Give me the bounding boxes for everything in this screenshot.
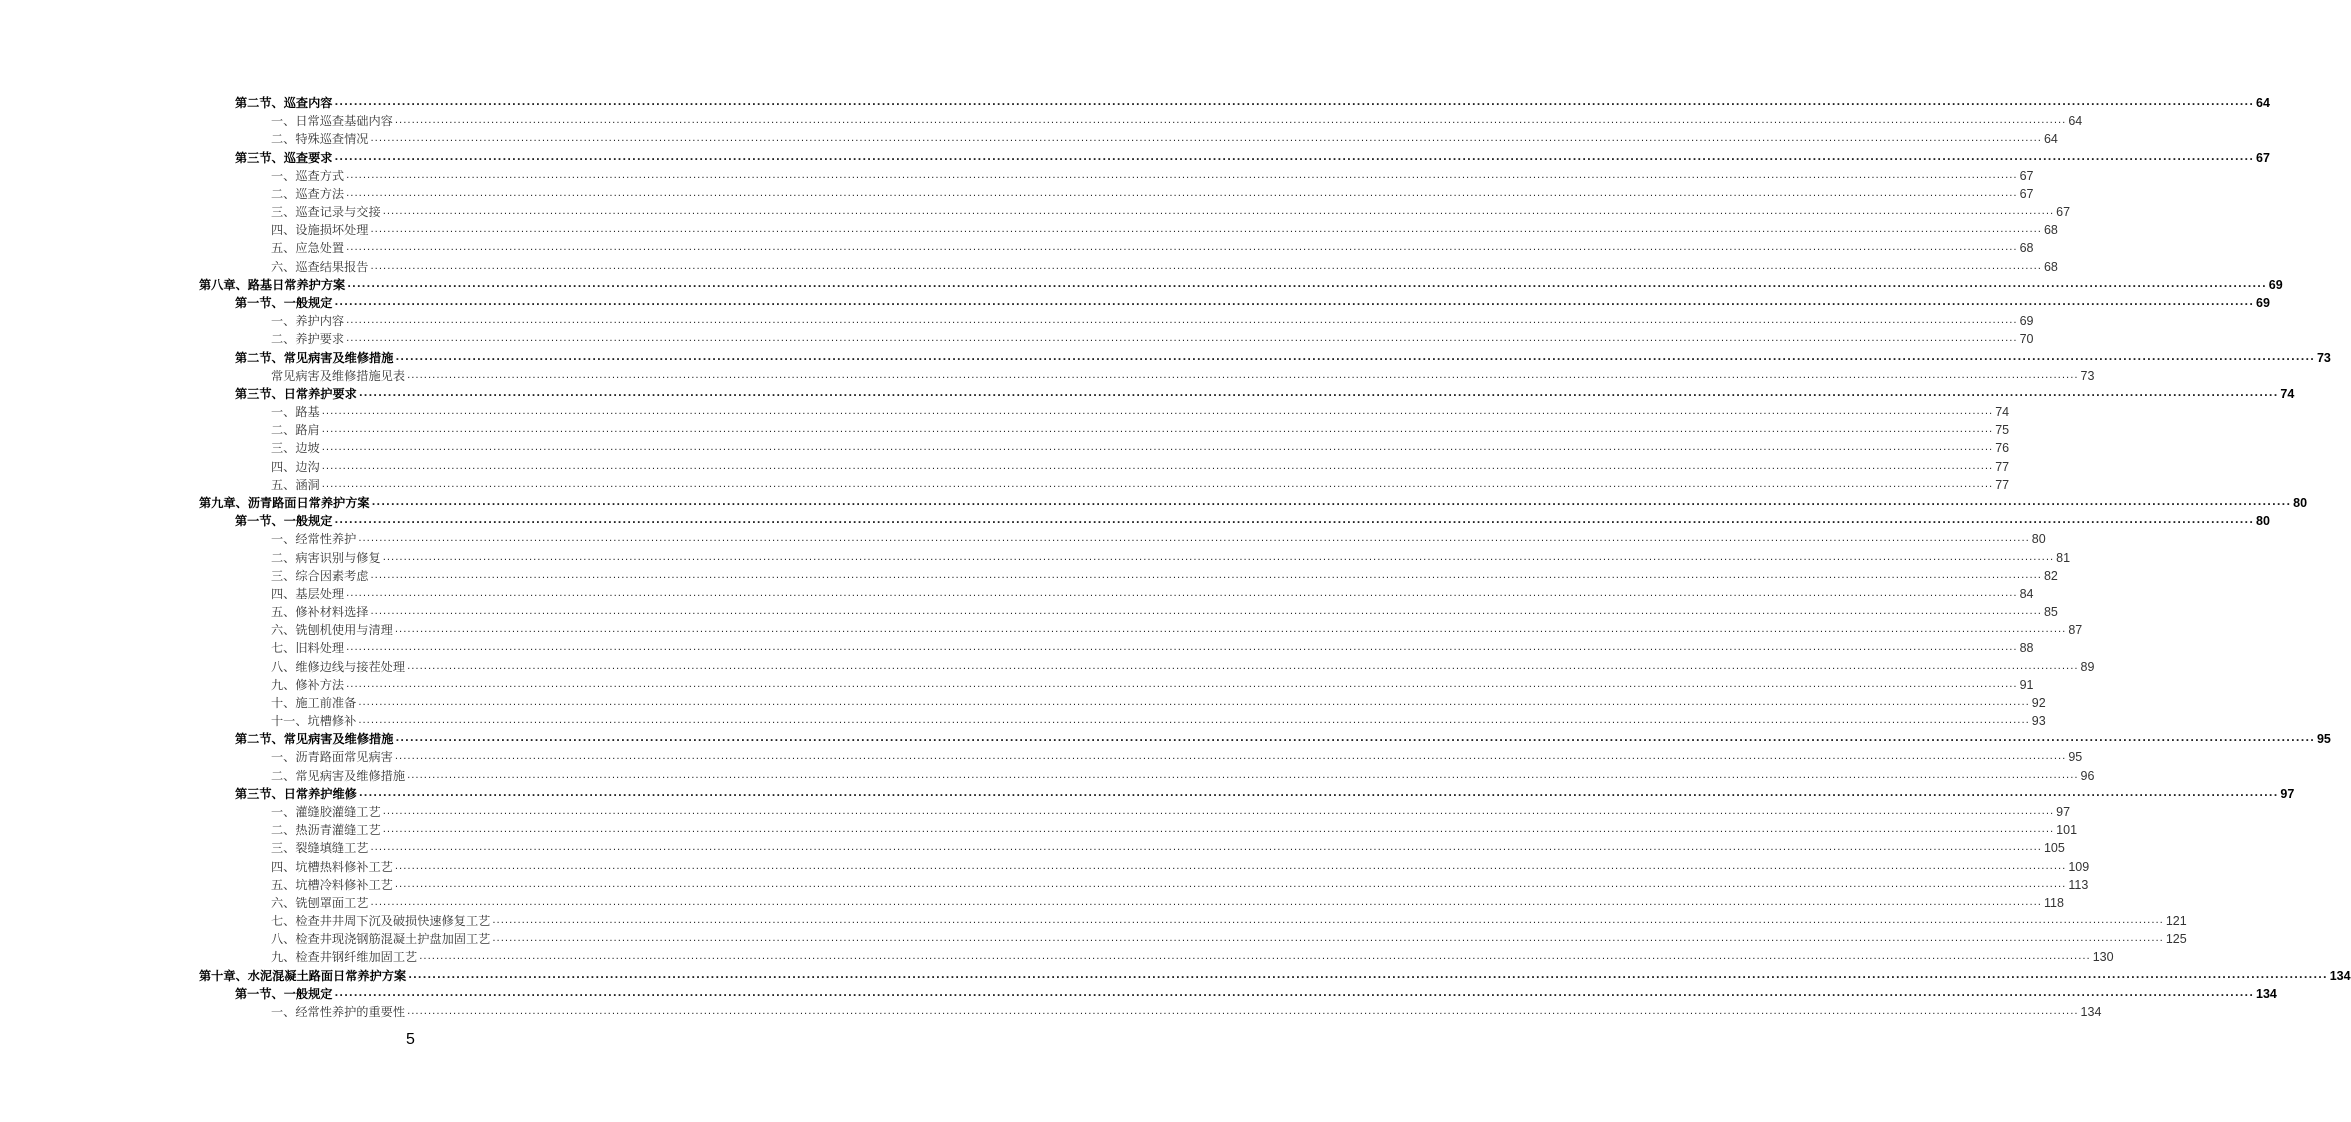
toc-entry-title: 五、应急处置 — [271, 241, 345, 256]
toc-entry-title: 第九章、沥青路面日常养护方案 — [199, 495, 370, 510]
toc-entry-title: 六、巡查结果报告 — [271, 259, 369, 274]
toc-entry-page: 80 — [2256, 514, 2270, 529]
toc-entry-title: 第二节、常见病害及维修措施 — [235, 350, 394, 365]
toc-entry-title: 二、巡查方法 — [271, 186, 345, 201]
toc-subsection-entry[interactable] — [271, 567, 2058, 585]
toc-entry-title: 四、设施损坏处理 — [271, 223, 369, 238]
toc-entry-title: 第一节、一般规定 — [235, 295, 333, 310]
toc-entry-page: 64 — [2043, 132, 2058, 147]
toc-subsection-entry[interactable] — [271, 130, 2058, 148]
toc-subsection-entry[interactable] — [271, 658, 2095, 676]
toc-entry-page: 118 — [2043, 895, 2064, 910]
toc-entry-page: 134 — [2256, 986, 2277, 1001]
toc-entry-page: 67 — [2256, 150, 2270, 165]
toc-entry-page: 68 — [2043, 259, 2058, 274]
toc-entry-page: 130 — [2092, 950, 2114, 965]
toc-subsection-entry[interactable] — [271, 476, 2010, 494]
dot-leader: ................................................................................................................................................................................................................................................................................................................................................................................................................ — [370, 606, 2042, 618]
toc-subsection-entry[interactable] — [271, 821, 2078, 839]
toc-entry-title: 第一节、一般规定 — [235, 514, 333, 529]
toc-entry-page: 82 — [2043, 568, 2058, 583]
toc-entry-page: 80 — [2293, 495, 2308, 510]
toc-entry-page: 80 — [2031, 532, 2046, 547]
toc-entry-title: 二、病害识别与修复 — [271, 550, 381, 565]
toc-entry-title: 一、巡查方式 — [271, 168, 345, 183]
dot-leader: ................................................................................................................................................................................................................................................................................................................................................................................................................ — [346, 187, 2018, 199]
dot-leader: ................................................................................................................................................................................................................................................................................................................................................................................................................ — [334, 987, 2255, 999]
toc-entry-title: 一、养护内容 — [271, 314, 345, 329]
toc-entry-page: 69 — [2019, 314, 2034, 329]
toc-section-entry[interactable] — [235, 149, 2270, 167]
toc-entry-page: 69 — [2268, 277, 2283, 292]
toc-subsection-entry[interactable] — [271, 930, 2187, 948]
toc-entry-page: 134 — [2329, 968, 2351, 983]
toc-entry-page: 92 — [2031, 695, 2046, 710]
toc-subsection-entry[interactable] — [271, 767, 2095, 785]
toc-entry-page: 97 — [2056, 805, 2071, 820]
toc-entry-title: 四、坑槽热料修补工艺 — [271, 859, 393, 874]
toc-entry-page: 70 — [2019, 332, 2034, 347]
toc-entry-title: 一、经常性养护 — [271, 532, 357, 547]
dot-leader: ................................................................................................................................................................................................................................................................................................................................................................................................................ — [382, 206, 2055, 218]
toc-entry-page: 73 — [2316, 350, 2331, 365]
toc-subsection-entry[interactable] — [271, 421, 2010, 439]
toc-subsection-entry[interactable] — [271, 639, 2034, 657]
toc-entry-title: 一、灌缝胶灌缝工艺 — [271, 805, 381, 820]
toc-subsection-entry[interactable] — [271, 858, 2090, 876]
dot-leader: ................................................................................................................................................................................................................................................................................................................................................................................................................ — [347, 278, 2267, 290]
dot-leader: ................................................................................................................................................................................................................................................................................................................................................................................................................ — [395, 351, 2315, 363]
toc-entry-title: 九、修补方法 — [271, 677, 345, 692]
page-number: 5 — [406, 1031, 415, 1048]
toc-entry-page: 67 — [2056, 205, 2071, 220]
dot-leader: ................................................................................................................................................................................................................................................................................................................................................................................................................ — [419, 951, 2091, 963]
toc-entry-title: 五、坑槽冷料修补工艺 — [271, 877, 393, 892]
toc-subsection-entry[interactable] — [271, 803, 2071, 821]
toc-entry-page: 95 — [2316, 732, 2331, 747]
toc-entry-page: 67 — [2019, 186, 2034, 201]
dot-leader: ................................................................................................................................................................................................................................................................................................................................................................................................................ — [346, 587, 2018, 599]
dot-leader: ................................................................................................................................................................................................................................................................................................................................................................................................................ — [346, 315, 2018, 327]
toc-subsection-entry[interactable] — [271, 549, 2071, 567]
toc-entry-page: 109 — [2068, 859, 2090, 874]
toc-subsection-entry[interactable] — [271, 948, 2114, 966]
dot-leader: ................................................................................................................................................................................................................................................................................................................................................................................................................ — [370, 896, 2042, 908]
dot-leader: ................................................................................................................................................................................................................................................................................................................................................................................................................ — [358, 696, 2030, 708]
dot-leader: ................................................................................................................................................................................................................................................................................................................................................................................................................ — [346, 333, 2018, 345]
dot-leader: ................................................................................................................................................................................................................................................................................................................................................................................................................ — [382, 824, 2055, 836]
dot-leader: ................................................................................................................................................................................................................................................................................................................................................................................................................ — [334, 97, 2255, 108]
dot-leader: ................................................................................................................................................................................................................................................................................................................................................................................................................ — [358, 787, 2279, 799]
toc-subsection-entry[interactable] — [271, 712, 2046, 730]
toc-entry-page: 88 — [2019, 641, 2034, 656]
toc-section-entry[interactable] — [235, 730, 2331, 748]
toc-entry-title: 七、检查井井周下沉及破损快速修复工艺 — [271, 914, 491, 929]
toc-entry-title: 常见病害及维修措施见表 — [271, 368, 406, 383]
toc-entry-page: 87 — [2068, 623, 2083, 638]
toc-entry-title: 八、维修边线与接茬处理 — [271, 659, 406, 674]
toc-entry-page: 121 — [2165, 914, 2187, 929]
toc-entry-title: 一、经常性养护的重要性 — [271, 1005, 406, 1019]
toc-subsection-entry[interactable] — [271, 694, 2046, 712]
toc-entry-title: 五、修补材料选择 — [271, 605, 369, 620]
dot-leader: ................................................................................................................................................................................................................................................................................................................................................................................................................ — [382, 551, 2055, 563]
toc-section-entry[interactable] — [235, 94, 2270, 112]
toc-entry-page: 81 — [2056, 550, 2071, 565]
toc-subsection-entry[interactable] — [271, 621, 2083, 639]
dot-leader: ................................................................................................................................................................................................................................................................................................................................................................................................................ — [394, 751, 2067, 763]
toc-entry-page: 67 — [2019, 168, 2034, 183]
toc-entry-page: 95 — [2068, 750, 2083, 765]
toc-section-entry[interactable] — [235, 385, 2295, 403]
toc-chapter-entry[interactable] — [199, 494, 2308, 512]
toc-subsection-entry[interactable] — [271, 876, 2089, 894]
toc-subsection-entry[interactable] — [271, 258, 2058, 276]
dot-leader: ................................................................................................................................................................................................................................................................................................................................................................................................................ — [407, 660, 2079, 672]
toc-entry-page: 74 — [1995, 405, 2010, 420]
toc-entry-title: 十、施工前准备 — [271, 695, 357, 710]
toc-entry-title: 第十章、水泥混凝土路面日常养护方案 — [199, 968, 407, 983]
toc-entry-page: 73 — [2080, 368, 2095, 383]
toc-subsection-entry[interactable] — [271, 203, 2071, 221]
toc-subsection-entry[interactable] — [271, 185, 2034, 203]
toc-entry-page: 113 — [2068, 877, 2089, 892]
dot-leader: ................................................................................................................................................................................................................................................................................................................................................................................................................ — [371, 496, 2292, 508]
toc-subsection-entry[interactable] — [271, 312, 2034, 330]
dot-leader: ................................................................................................................................................................................................................................................................................................................................................................................................................ — [346, 169, 2018, 181]
dot-leader: ................................................................................................................................................................................................................................................................................................................................................................................................................ — [407, 769, 2079, 781]
toc-entry-title: 十一、坑槽修补 — [271, 714, 357, 729]
dot-leader: ................................................................................................................................................................................................................................................................................................................................................................................................................ — [370, 842, 2042, 854]
toc-entry-page: 76 — [1995, 441, 2010, 456]
dot-leader: ................................................................................................................................................................................................................................................................................................................................................................................................................ — [394, 115, 2067, 127]
toc-subsection-entry[interactable] — [271, 403, 2010, 421]
toc-entry-title: 二、热沥青灌缝工艺 — [271, 823, 381, 838]
toc-entry-page: 89 — [2080, 659, 2095, 674]
toc-subsection-entry[interactable] — [271, 458, 2010, 476]
toc-entry-page: 64 — [2256, 96, 2270, 110]
dot-leader: ................................................................................................................................................................................................................................................................................................................................................................................................................ — [346, 242, 2018, 254]
dot-leader: ................................................................................................................................................................................................................................................................................................................................................................................................................ — [407, 369, 2079, 381]
dot-leader: ................................................................................................................................................................................................................................................................................................................................................................................................................ — [407, 1006, 2079, 1017]
toc-entry-title: 第二节、常见病害及维修措施 — [235, 732, 394, 747]
dot-leader: ................................................................................................................................................................................................................................................................................................................................................................................................................ — [382, 806, 2055, 818]
toc-subsection-entry[interactable] — [271, 367, 2095, 385]
toc-entry-page: 85 — [2043, 605, 2058, 620]
toc-entry-title: 二、养护要求 — [271, 332, 345, 347]
toc-entry-title: 九、检查井钢纤维加固工艺 — [271, 950, 418, 965]
toc-entry-title: 一、沥青路面常见病害 — [271, 750, 393, 765]
toc-subsection-entry[interactable] — [271, 839, 2065, 857]
toc-entry-title: 一、路基 — [271, 405, 320, 420]
dot-leader: ................................................................................................................................................................................................................................................................................................................................................................................................................ — [334, 151, 2255, 163]
toc-entry-page: 105 — [2043, 841, 2065, 856]
dot-leader: ................................................................................................................................................................................................................................................................................................................................................................................................................ — [394, 860, 2067, 872]
toc-entry-title: 二、常见病害及维修措施 — [271, 768, 406, 783]
toc-chapter-entry[interactable] — [199, 276, 2283, 294]
dot-leader: ................................................................................................................................................................................................................................................................................................................................................................................................................ — [321, 478, 1994, 490]
toc-entry-page: 96 — [2080, 768, 2095, 783]
toc-section-entry[interactable] — [235, 785, 2295, 803]
dot-leader: ................................................................................................................................................................................................................................................................................................................................................................................................................ — [492, 933, 2164, 945]
toc-entry-title: 一、日常巡查基础内容 — [271, 114, 393, 129]
dot-leader: ................................................................................................................................................................................................................................................................................................................................................................................................................ — [358, 387, 2279, 399]
toc-subsection-entry[interactable] — [271, 239, 2034, 257]
toc-entry-title: 七、旧料处理 — [271, 641, 345, 656]
toc-entry-page: 74 — [2280, 386, 2295, 401]
toc-subsection-entry[interactable] — [271, 894, 2064, 912]
toc-section-entry[interactable] — [235, 349, 2331, 367]
toc-entry-title: 二、路肩 — [271, 423, 320, 438]
dot-leader: ................................................................................................................................................................................................................................................................................................................................................................................................................ — [358, 715, 2030, 727]
toc-subsection-entry[interactable] — [271, 585, 2034, 603]
toc-subsection-entry[interactable] — [271, 1003, 2102, 1021]
toc-entry-page: 77 — [1995, 459, 2010, 474]
toc-section-entry[interactable] — [235, 985, 2277, 1003]
toc-subsection-entry[interactable] — [271, 439, 2010, 457]
toc-section-entry[interactable] — [235, 512, 2270, 530]
dot-leader: ................................................................................................................................................................................................................................................................................................................................................................................................................ — [334, 515, 2255, 527]
dot-leader: ................................................................................................................................................................................................................................................................................................................................................................................................................ — [370, 260, 2042, 272]
toc-entry-page: 68 — [2043, 223, 2058, 238]
toc-entry-page: 84 — [2019, 586, 2034, 601]
toc-entry-title: 第一节、一般规定 — [235, 986, 333, 1001]
dot-leader: ................................................................................................................................................................................................................................................................................................................................................................................................................ — [346, 642, 2018, 654]
toc-entry-title: 三、边坡 — [271, 441, 320, 456]
dot-leader: ................................................................................................................................................................................................................................................................................................................................................................................................................ — [492, 915, 2164, 927]
toc-subsection-entry[interactable] — [271, 912, 2187, 930]
toc-entry-page: 93 — [2031, 714, 2046, 729]
toc-entry-page: 75 — [1995, 423, 2010, 438]
toc-entry-title: 第二节、巡查内容 — [235, 96, 333, 110]
toc-entry-title: 二、特殊巡查情况 — [271, 132, 369, 147]
dot-leader: ................................................................................................................................................................................................................................................................................................................................................................................................................ — [321, 406, 1994, 418]
dot-leader: ................................................................................................................................................................................................................................................................................................................................................................................................................ — [358, 533, 2030, 545]
dot-leader: ................................................................................................................................................................................................................................................................................................................................................................................................................ — [346, 678, 2018, 690]
toc-entry-page: 101 — [2056, 823, 2078, 838]
toc-subsection-entry[interactable] — [271, 330, 2034, 348]
toc-entry-page: 77 — [1995, 477, 2010, 492]
dot-leader: ................................................................................................................................................................................................................................................................................................................................................................................................................ — [394, 624, 2067, 636]
toc-entry-page: 68 — [2019, 241, 2034, 256]
toc-entry-title: 三、裂缝填缝工艺 — [271, 841, 369, 856]
toc-subsection-entry[interactable] — [271, 112, 2083, 130]
toc-entry-title: 第三节、日常养护维修 — [235, 786, 357, 801]
toc-entry-page: 91 — [2019, 677, 2034, 692]
toc-entry-page: 64 — [2068, 114, 2083, 129]
dot-leader: ................................................................................................................................................................................................................................................................................................................................................................................................................ — [334, 296, 2255, 308]
toc-entry-page: 69 — [2256, 295, 2270, 310]
toc-entry-title: 第三节、巡查要求 — [235, 150, 333, 165]
toc-entry-page: 97 — [2280, 786, 2295, 801]
dot-leader: ................................................................................................................................................................................................................................................................................................................................................................................................................ — [370, 569, 2042, 581]
dot-leader: ................................................................................................................................................................................................................................................................................................................................................................................................................ — [408, 969, 2328, 981]
toc-entry-title: 五、涵洞 — [271, 477, 320, 492]
dot-leader: ................................................................................................................................................................................................................................................................................................................................................................................................................ — [394, 878, 2067, 890]
dot-leader: ................................................................................................................................................................................................................................................................................................................................................................................................................ — [321, 460, 1994, 472]
dot-leader: ................................................................................................................................................................................................................................................................................................................................................................................................................ — [321, 424, 1994, 436]
toc-entry-title: 八、检查井现浇钢筋混凝土护盘加固工艺 — [271, 932, 491, 947]
toc-entry-title: 六、铣刨罩面工艺 — [271, 895, 369, 910]
toc-subsection-entry[interactable] — [271, 676, 2034, 694]
toc-entry-title: 四、基层处理 — [271, 586, 345, 601]
toc-entry-title: 第三节、日常养护要求 — [235, 386, 357, 401]
toc-entry-title: 四、边沟 — [271, 459, 320, 474]
toc-entry-page: 134 — [2080, 1005, 2102, 1019]
toc-entry-page: 125 — [2165, 932, 2187, 947]
dot-leader: ................................................................................................................................................................................................................................................................................................................................................................................................................ — [370, 133, 2042, 145]
toc-section-entry[interactable] — [235, 294, 2270, 312]
dot-leader: ................................................................................................................................................................................................................................................................................................................................................................................................................ — [321, 442, 1994, 454]
toc-subsection-entry[interactable] — [271, 167, 2034, 185]
dot-leader: ................................................................................................................................................................................................................................................................................................................................................................................................................ — [370, 224, 2042, 236]
toc-subsection-entry[interactable] — [271, 530, 2046, 548]
toc-entry-title: 三、巡查记录与交接 — [271, 205, 381, 220]
dot-leader: ................................................................................................................................................................................................................................................................................................................................................................................................................ — [395, 733, 2315, 745]
toc-subsection-entry[interactable] — [271, 748, 2083, 766]
toc-entry-title: 三、综合因素考虑 — [271, 568, 369, 583]
toc-subsection-entry[interactable] — [271, 221, 2058, 239]
toc-entry-title: 六、铣刨机使用与清理 — [271, 623, 393, 638]
toc-entry-title: 第八章、路基日常养护方案 — [199, 277, 346, 292]
toc-subsection-entry[interactable] — [271, 603, 2058, 621]
toc-chapter-entry[interactable] — [199, 967, 2351, 985]
